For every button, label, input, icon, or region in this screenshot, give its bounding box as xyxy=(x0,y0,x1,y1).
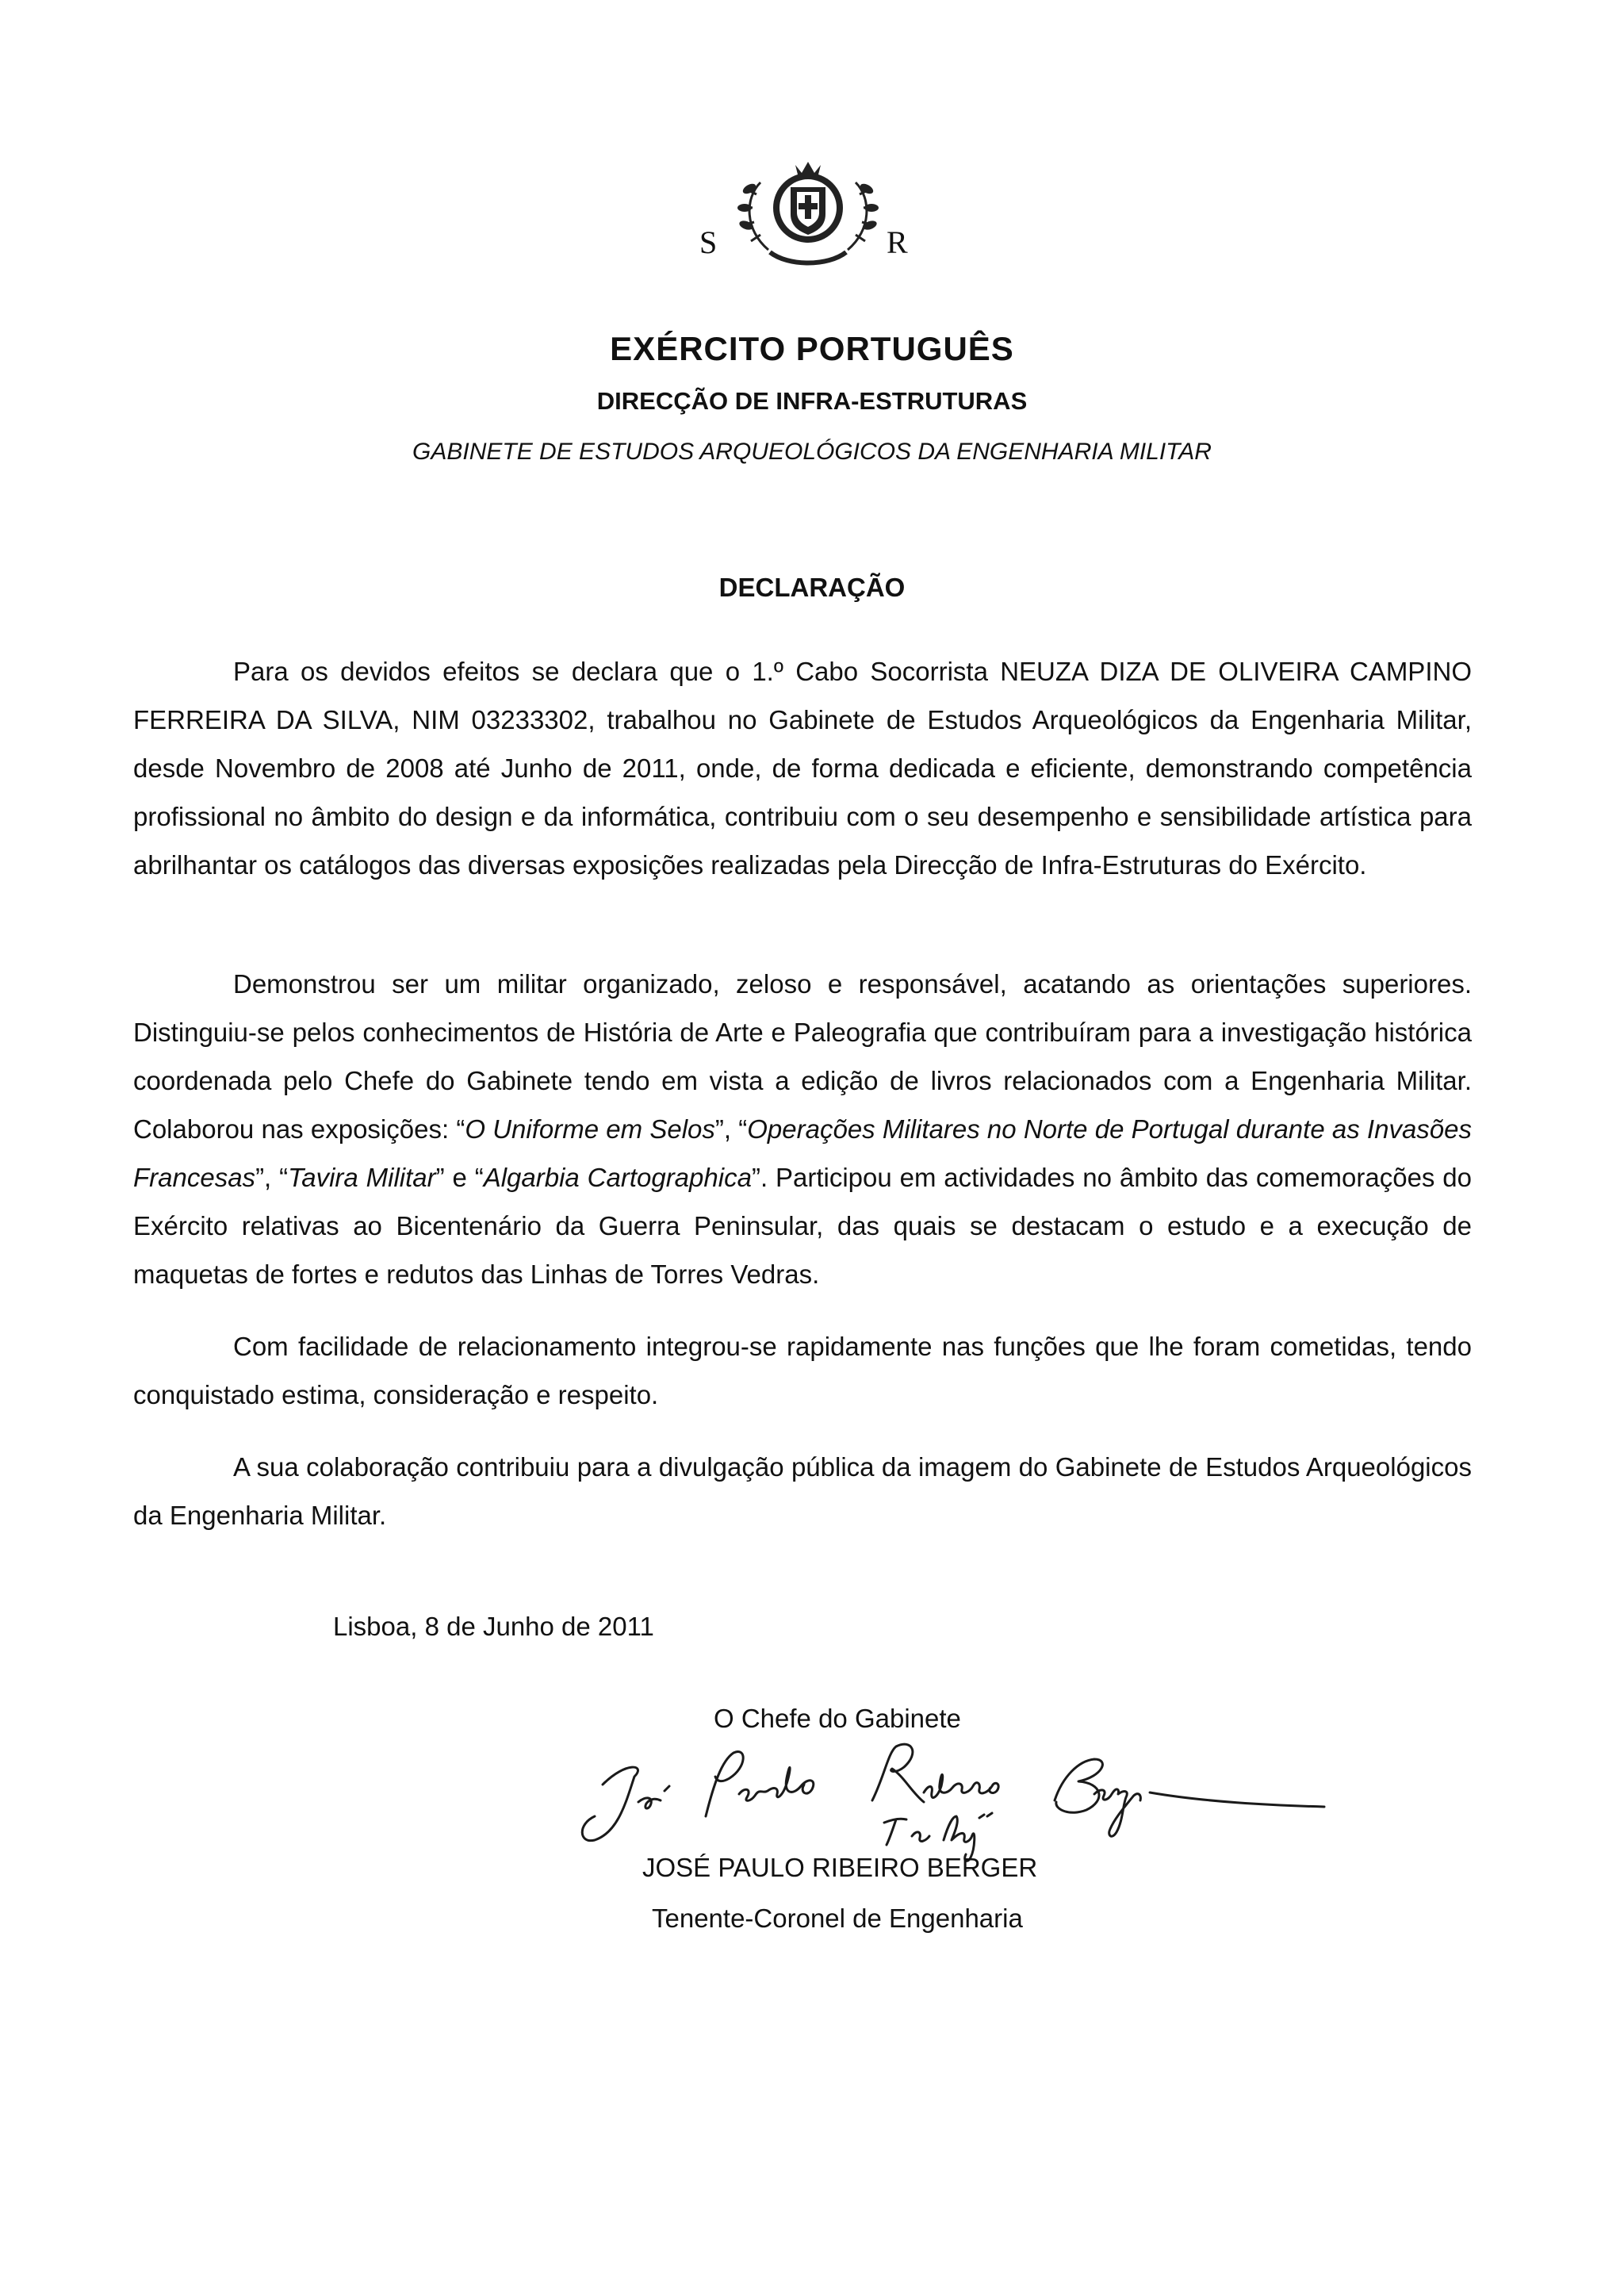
paragraph-2-outro: . Participou em actividades no âmbito das comemorações do Exército relativas ao Bicentenário da Guerra Peninsular, das quais se destacam o estudo e a execução de maquetas de fortes e redutos das Linhas de Torres Vedras. xyxy=(133,1163,1473,1289)
paragraph-4: A sua colaboração contribuiu para a divulgação pública da imagem do Gabinete de Estudos Arqueológicos da Engenharia Militar. xyxy=(133,1452,1472,1530)
handwritten-signature xyxy=(571,1729,1332,1864)
exhibition-title-1: O Uniforme em Selos xyxy=(465,1114,715,1144)
emblem-letter-left: S xyxy=(699,224,718,260)
department-title: DIRECÇÃO DE INFRA-ESTRUTURAS xyxy=(596,387,1028,415)
signer-rank: Tenente-Coronel de Engenharia xyxy=(652,1904,1023,1933)
coat-of-arms-emblem xyxy=(713,151,903,278)
signer-name: JOSÉ PAULO RIBEIRO BERGER xyxy=(642,1853,1038,1882)
coat-of-arms-icon xyxy=(713,151,903,278)
exhibition-title-2: Operações Militares no Norte de Portugal durante as Invasões Francesas xyxy=(133,1114,1473,1192)
paragraph-2-intro: Demonstrou ser um militar organizado, zeloso e responsável, acatando as orientações superiores. Distinguiu-se pelos conhecimentos de História de Arte e Paleografia que contribuíram para a investigação histórica coordenada pelo Chefe do Gabinete tendo em vista a edição de livros relacionados com a Engenharia Militar. Colaborou nas exposições: xyxy=(133,969,1472,1144)
exhibition-title-4: Algarbia Cartographica xyxy=(483,1163,752,1192)
organization-title: EXÉRCITO PORTUGUÊS xyxy=(610,330,1014,367)
exhibition-title-3: Tavira Militar xyxy=(288,1163,436,1192)
paragraph-1: Para os devidos efeitos se declara que o 1.º Cabo Socorrista NEUZA DIZA DE OLIVEIRA CAMPINO FERREIRA DA SILVA, NIM 03233302, trabalhou no Gabinete de Estudos Arqueológicos da Engenharia Militar, desde Novembro de 2008 até Junho de 2011, onde, de forma dedicada e eficiente, demonstrando competência profissional no âmbito do design e da informática, contribuiu com o seu desempenho e sensibilidade artística para abrilhantar os catálogos das diversas exposições realizadas pela Direcção de Infra-Estruturas do Exército. xyxy=(133,657,1472,880)
office-title: GABINETE DE ESTUDOS ARQUEOLÓGICOS DA ENGENHARIA MILITAR xyxy=(412,439,1212,465)
signature-icon xyxy=(571,1729,1332,1864)
place-and-date: Lisboa, 8 de Junho de 2011 xyxy=(333,1612,654,1641)
paragraph-2: Demonstrou ser um militar organizado, zeloso e responsável, acatando as orientações superiores. Distinguiu-se pelos conhecimentos de História de Arte e Paleografia que contribuíram para a investigação histórica coordenada pelo Chefe do Gabinete tendo em vista a edição de livros relacionados com a Engenharia Militar. Colaborou nas exposições: “O Uniforme em Selos”, “Operações Militares no Norte de Portugal durante as Invasões Francesas”, “Tavira Militar” e “Algarbia Cartographica”. Participou em actividades no âmbito das comemorações do Exército relativas ao Bicentenário da Guerra Peninsular, das quais se destacam o estudo e a execução de maquetas de fortes e redutos das Linhas de Torres Vedras. xyxy=(133,969,1473,1289)
emblem-letter-right: R xyxy=(887,224,908,260)
paragraph-3: Com facilidade de relacionamento integrou-se rapidamente nas funções que lhe foram cometidas, tendo conquistado estima, consideração e respeito. xyxy=(133,1332,1472,1409)
closing-title: O Chefe do Gabinete xyxy=(714,1704,961,1733)
document-title: DECLARAÇÃO xyxy=(718,573,906,602)
